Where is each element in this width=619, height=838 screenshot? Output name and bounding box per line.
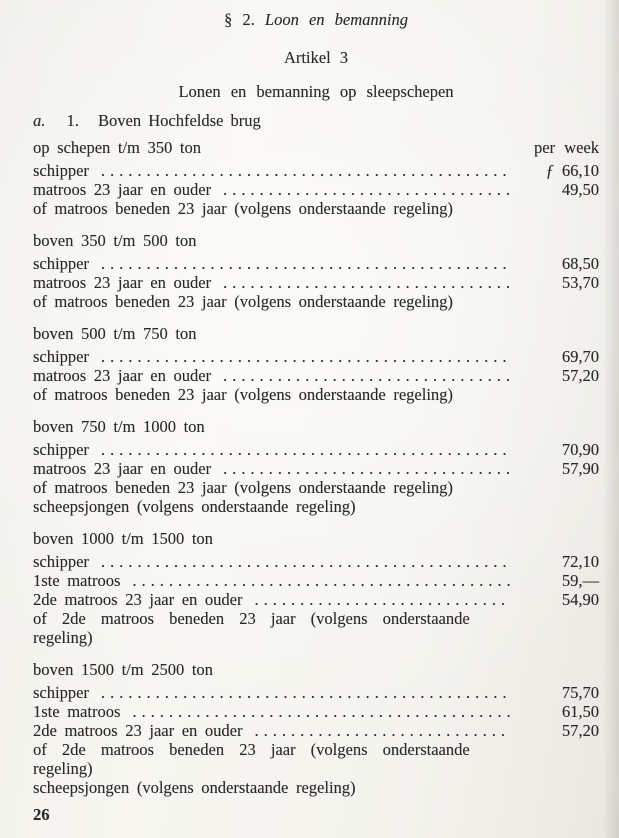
role-label: 2de matroos 23 jaar en ouder	[33, 721, 243, 740]
dot-leader	[120, 571, 511, 590]
section-title: Loon en bemanning	[264, 10, 408, 29]
tonnage-heading: boven 350 t/m 500 ton	[33, 231, 197, 250]
dot-leader	[89, 440, 511, 459]
wage-row	[33, 180, 599, 199]
wage-row	[33, 440, 599, 459]
dot-leader	[89, 552, 511, 571]
clause-title: Boven Hochfeldse brug	[98, 111, 261, 130]
dot-leader	[89, 347, 511, 366]
tonnage-heading: boven 1500 t/m 2500 ton	[33, 660, 213, 679]
amount-value: 54,90	[561, 590, 599, 609]
page-number: 26	[33, 805, 50, 824]
dot-leader	[89, 254, 511, 273]
amount-cell	[511, 347, 599, 366]
section-mark: § 2.	[224, 10, 255, 29]
tonnage-heading-row	[33, 529, 599, 548]
note-line: of matroos beneden 23 jaar (volgens onderstaande regeling)	[33, 478, 453, 497]
amount-value: 70,90	[561, 440, 599, 459]
note-line: scheepsjongen (volgens onderstaande regeling)	[33, 497, 356, 516]
note-line: of 2de matroos beneden 23 jaar (volgens onderstaande	[33, 609, 470, 628]
tonnage-heading: boven 500 t/m 750 ton	[33, 324, 197, 343]
amount-cell	[511, 459, 599, 478]
role-label: matroos 23 jaar en ouder	[33, 459, 212, 478]
wage-row	[33, 273, 599, 292]
amount-cell	[511, 590, 599, 609]
dot-leader	[211, 366, 511, 385]
amount-cell	[511, 571, 599, 590]
tonnage-heading: boven 750 t/m 1000 ton	[33, 417, 205, 436]
clause-number: 1.	[66, 111, 79, 130]
amount-cell	[511, 552, 599, 571]
note-line: scheepsjongen (volgens onderstaande regeling)	[33, 778, 356, 797]
wage-row	[33, 683, 599, 702]
note-line: of matroos beneden 23 jaar (volgens onderstaande regeling)	[33, 199, 453, 218]
amount-cell	[511, 683, 599, 702]
clause-heading	[33, 111, 599, 130]
role-label: matroos 23 jaar en ouder	[33, 273, 212, 292]
role-label: 1ste matroos	[33, 702, 121, 721]
tonnage-heading: op schepen t/m 350 ton	[33, 138, 201, 157]
amount-cell	[511, 702, 599, 721]
amount-cell	[511, 254, 599, 273]
article-heading: Artikel 3	[283, 48, 349, 67]
wage-row	[33, 702, 599, 721]
amount-cell	[511, 180, 599, 199]
role-label: 2de matroos 23 jaar en ouder	[33, 590, 243, 609]
tonnage-heading-row	[33, 660, 599, 679]
dot-leader	[242, 590, 511, 609]
note-line: regeling)	[33, 759, 93, 778]
section-heading	[33, 10, 599, 29]
dot-leader	[89, 161, 511, 180]
tonnage-heading: boven 1000 t/m 1500 ton	[33, 529, 213, 548]
wage-row	[33, 459, 599, 478]
amount-cell	[511, 161, 599, 180]
tonnage-heading-row	[33, 138, 599, 157]
wage-group	[33, 417, 599, 516]
per-week-label: per week	[533, 138, 599, 157]
amount-value: 59,—	[561, 571, 599, 590]
amount-value: 61,50	[561, 702, 599, 721]
role-label: schipper	[33, 161, 89, 180]
page-subtitle: Lonen en bemanning op sleepschepen	[178, 82, 454, 101]
amount-value: 53,70	[561, 273, 599, 292]
tonnage-heading-row	[33, 417, 599, 436]
role-label: schipper	[33, 440, 89, 459]
amount-value: 57,20	[561, 721, 599, 740]
amount-cell	[511, 721, 599, 740]
dot-leader	[211, 180, 511, 199]
amount-value: 49,50	[561, 180, 599, 199]
role-label: matroos 23 jaar en ouder	[33, 180, 212, 199]
tonnage-heading-row	[33, 231, 599, 250]
wage-row	[33, 721, 599, 740]
amount-cell	[511, 366, 599, 385]
amount-cell	[511, 440, 599, 459]
amount-value: 66,10	[561, 161, 599, 180]
clause-letter: a.	[33, 111, 46, 130]
amount-value: 68,50	[561, 254, 599, 273]
role-label: schipper	[33, 552, 89, 571]
wage-group	[33, 138, 599, 218]
wage-group	[33, 660, 599, 797]
florin-sign: ƒ	[545, 161, 554, 180]
note-line: regeling)	[33, 628, 93, 647]
amount-value: 72,10	[561, 552, 599, 571]
role-label: 1ste matroos	[33, 571, 121, 590]
amount-value: 57,20	[561, 366, 599, 385]
note-line: of 2de matroos beneden 23 jaar (volgens onderstaande	[33, 740, 470, 759]
wage-row	[33, 366, 599, 385]
wage-row	[33, 571, 599, 590]
wage-table	[33, 138, 599, 797]
amount-value: 69,70	[561, 347, 599, 366]
dot-leader	[211, 273, 511, 292]
wage-group	[33, 324, 599, 404]
wage-row	[33, 590, 599, 609]
dot-leader	[242, 721, 511, 740]
amount-value: 75,70	[561, 683, 599, 702]
amount-value: 57,90	[561, 459, 599, 478]
note-line: of matroos beneden 23 jaar (volgens onderstaande regeling)	[33, 385, 453, 404]
role-label: schipper	[33, 683, 89, 702]
wage-row	[33, 347, 599, 366]
wage-row	[33, 161, 599, 180]
dot-leader	[120, 702, 511, 721]
role-label: matroos 23 jaar en ouder	[33, 366, 212, 385]
amount-cell	[511, 273, 599, 292]
dot-leader	[89, 683, 511, 702]
dot-leader	[211, 459, 511, 478]
note-line: of matroos beneden 23 jaar (volgens onderstaande regeling)	[33, 292, 453, 311]
role-label: schipper	[33, 254, 89, 273]
wage-row	[33, 254, 599, 273]
wage-group	[33, 529, 599, 647]
tonnage-heading-row	[33, 324, 599, 343]
wage-row	[33, 552, 599, 571]
role-label: schipper	[33, 347, 89, 366]
wage-group	[33, 231, 599, 311]
